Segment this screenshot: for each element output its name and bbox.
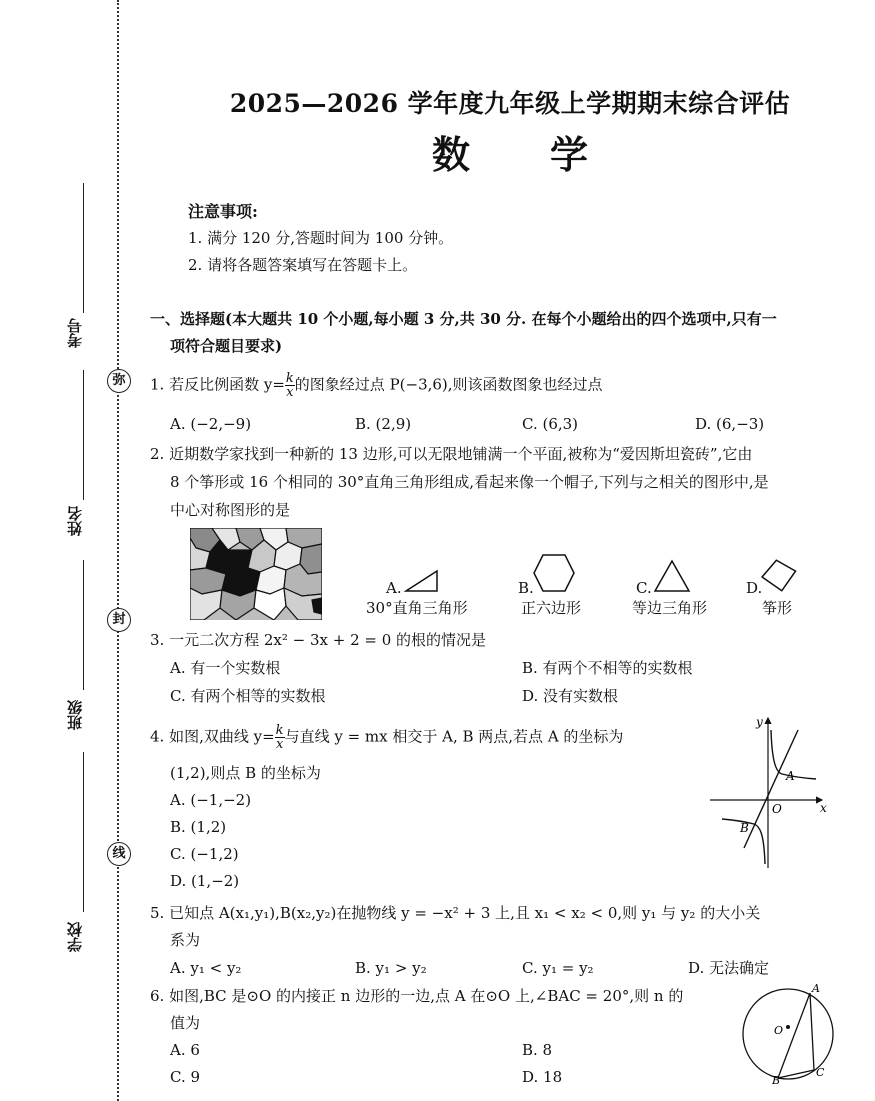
- subject-title: [150, 124, 870, 179]
- q2-line-1: 2. 近期数学家找到一种新的 13 边形,可以无限地铺满一个平面,被称为“爱因斯坦瓷砖”,它由: [150, 445, 753, 463]
- q3-option-b: B. 有两个不相等的实数根: [522, 659, 693, 677]
- fig6-label-o: O: [774, 1024, 784, 1037]
- q3-stem: 3. 一元二次方程 2x² − 3x + 2 = 0 的根的情况是: [150, 631, 487, 649]
- q1-option-b: B. (2,9): [355, 415, 412, 433]
- name-label: 姓名: [66, 506, 84, 536]
- q6-line-2: 值为: [170, 1014, 201, 1032]
- q2-option-d-letter: D.: [746, 579, 763, 597]
- q2-option-a-name: 30°直角三角形: [366, 599, 468, 617]
- fig4-label-a: A: [786, 769, 795, 783]
- school-label: 学校: [66, 922, 84, 952]
- fig6-label-a: A: [812, 982, 820, 995]
- line-y-mx: [744, 730, 798, 848]
- exam-number-label: 考号: [66, 318, 84, 348]
- fig4-label-y: y: [756, 715, 763, 729]
- binding-dotted-line: [117, 0, 119, 1101]
- q3-option-c: C. 有两个相等的实数根: [170, 687, 326, 705]
- section-heading-line2: 项符合题目要求): [170, 337, 283, 355]
- exam-number-rule: [83, 183, 84, 313]
- q2-option-b-letter: B.: [518, 579, 534, 597]
- q3-option-d: D. 没有实数根: [522, 687, 619, 705]
- school-rule: [83, 752, 84, 912]
- q1-text-post: 的图象经过点 P(−3,6),则该函数图象也经过点: [294, 375, 603, 394]
- q2-line-2: 8 个筝形或 16 个相同的 30°直角三角形组成,看起来像一个帽子,下列与之相关的图形中,是: [170, 473, 769, 491]
- q6-option-d: D. 18: [522, 1068, 563, 1086]
- class-rule: [83, 560, 84, 690]
- notice-item-2: 2. 请将各题答案填写在答题卡上。: [188, 256, 418, 274]
- q1-frac-num: k: [285, 371, 294, 386]
- q6-option-c: C. 9: [170, 1068, 201, 1086]
- q2-option-d-name: 筝形: [762, 599, 793, 617]
- notice-heading: 注意事项:: [188, 202, 258, 221]
- hyperbola-line-figure: [706, 712, 836, 872]
- fig6-label-b: B: [772, 1074, 781, 1086]
- seal-feng: 封: [107, 608, 131, 632]
- q6-line-1: 6. 如图,BC 是⊙O 的内接正 n 边形的一边,点 A 在⊙O 上,∠BAC = 20°,则 n 的: [150, 987, 684, 1005]
- q6-option-a: A. 6: [170, 1041, 200, 1059]
- fig6-label-c: C: [816, 1066, 825, 1079]
- q2-option-c-name: 等边三角形: [632, 599, 708, 617]
- question-1-stem: [150, 372, 603, 399]
- q4-text-pre: 4. 如图,双曲线 y=: [150, 727, 275, 746]
- subject-char-1: 数: [431, 132, 470, 177]
- fig4-label-x: x: [820, 801, 827, 815]
- hexagon-icon: [532, 553, 576, 593]
- q1-option-a: A. (−2,−9): [170, 415, 252, 433]
- q5-line-1: 5. 已知点 A(x₁,y₁),B(x₂,y₂)在抛物线 y = −x² + 3 上,且 x₁ < x₂ < 0,则 y₁ 与 y₂ 的大小关: [150, 904, 761, 922]
- chord-ac: [810, 993, 814, 1070]
- right-triangle-icon: [404, 568, 440, 594]
- q2-line-3: 中心对称图形的是: [170, 501, 291, 519]
- seal-mi: 弥: [107, 369, 131, 393]
- q5-option-d: D. 无法确定: [688, 959, 770, 977]
- q5-option-b: B. y₁ > y₂: [355, 959, 427, 977]
- einstein-tile-image: [190, 528, 322, 620]
- equilateral-triangle-icon: [652, 558, 692, 594]
- section-heading-line1: 一、选择题(本大题共 10 个小题,每小题 3 分,共 30 分. 在每个小题给出的四个选项中,只有一: [150, 310, 777, 328]
- question-4-stem: [150, 724, 623, 751]
- q4-frac-num: k: [275, 723, 284, 738]
- q1-text-pre: 1. 若反比例函数 y=: [150, 375, 285, 394]
- fig4-label-o: O: [772, 802, 782, 816]
- fig4-label-b: B: [740, 821, 749, 835]
- q1-option-c: C. (6,3): [522, 415, 579, 433]
- exam-title: 2025—2026 学年度九年级上学期期末综合评估: [229, 89, 791, 118]
- q5-line-2: 系为: [170, 931, 201, 949]
- name-rule: [83, 370, 84, 500]
- q2-option-c-letter: C.: [636, 579, 652, 597]
- q1-option-d: D. (6,−3): [695, 415, 765, 433]
- class-label: 班级: [66, 700, 84, 730]
- q1-fraction: [285, 372, 295, 399]
- q4-text-post: 与直线 y = mx 相交于 A, B 两点,若点 A 的坐标为: [284, 727, 624, 746]
- circle-chord-figure: [738, 980, 838, 1086]
- seal-xian: 线: [107, 842, 131, 866]
- notice-item-1: 1. 满分 120 分,答题时间为 100 分钟。: [188, 229, 454, 247]
- subject-char-2: 学: [550, 132, 589, 177]
- q4-fraction: [275, 724, 285, 751]
- q4-option-d: D. (1,−2): [170, 872, 240, 890]
- q1-frac-den: x: [286, 385, 294, 400]
- q4-option-b: B. (1,2): [170, 818, 227, 836]
- q4-line-2: (1,2),则点 B 的坐标为: [170, 764, 321, 782]
- q2-option-a-letter: A.: [386, 579, 402, 597]
- q6-option-b: B. 8: [522, 1041, 553, 1059]
- q4-option-a: A. (−1,−2): [170, 791, 252, 809]
- q4-frac-den: x: [275, 737, 284, 752]
- q2-option-b-name: 正六边形: [521, 599, 582, 617]
- q5-option-a: A. y₁ < y₂: [170, 959, 242, 977]
- q3-option-a: A. 有一个实数根: [170, 659, 281, 677]
- center-point: [786, 1025, 790, 1029]
- q5-option-c: C. y₁ = y₂: [522, 959, 594, 977]
- kite-icon: [760, 558, 798, 594]
- q4-option-c: C. (−1,2): [170, 845, 239, 863]
